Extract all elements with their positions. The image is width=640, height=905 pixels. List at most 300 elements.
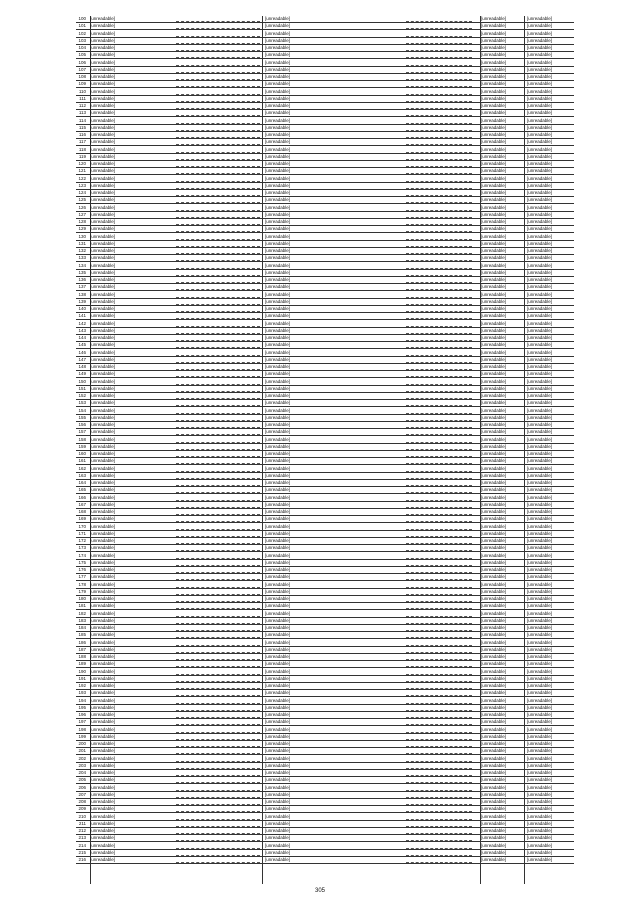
address-fill-rule bbox=[176, 36, 260, 37]
work-fill-rule bbox=[406, 724, 472, 725]
row-period: [unreadable] bbox=[524, 843, 577, 848]
address-fill-rule bbox=[176, 587, 260, 588]
address-fill-rule bbox=[176, 623, 260, 624]
row-period: [unreadable] bbox=[524, 683, 577, 688]
address-fill-rule bbox=[176, 297, 260, 298]
row-year: [unreadable] bbox=[481, 654, 507, 659]
work-fill-rule bbox=[406, 442, 472, 443]
row-number: 170 bbox=[78, 523, 86, 529]
row-number: 121 bbox=[78, 168, 86, 174]
row-work-type: [unreadable] bbox=[262, 147, 447, 152]
row-period: [unreadable] bbox=[524, 748, 577, 753]
table-row bbox=[76, 97, 574, 103]
work-fill-rule bbox=[406, 695, 472, 696]
table-row bbox=[76, 271, 574, 277]
row-number: 119 bbox=[78, 153, 86, 159]
row-year: [unreadable] bbox=[481, 516, 507, 522]
address-fill-rule bbox=[176, 761, 260, 762]
address-fill-rule bbox=[176, 753, 260, 754]
table-row bbox=[76, 742, 574, 748]
table-row bbox=[76, 800, 574, 806]
row-year: [unreadable] bbox=[481, 704, 507, 710]
table-row bbox=[76, 807, 574, 813]
table-row bbox=[76, 358, 574, 364]
address-fill-rule bbox=[176, 202, 260, 203]
address-fill-rule bbox=[176, 703, 260, 704]
table-row bbox=[76, 786, 574, 792]
work-fill-rule bbox=[406, 326, 472, 327]
table-row bbox=[76, 82, 574, 88]
row-number: 109 bbox=[78, 81, 86, 87]
address-fill-rule bbox=[176, 768, 260, 769]
row-address: [unreadable] bbox=[90, 842, 116, 848]
row-year: [unreadable] bbox=[481, 813, 507, 819]
address-fill-rule bbox=[176, 666, 260, 667]
row-period: [unreadable] bbox=[524, 437, 577, 442]
work-fill-rule bbox=[406, 449, 472, 450]
row-work-type: [unreadable] bbox=[262, 756, 447, 761]
row-year: [unreadable] bbox=[481, 501, 507, 507]
table-row bbox=[76, 438, 574, 444]
table-row bbox=[76, 256, 574, 262]
address-fill-rule bbox=[176, 782, 260, 783]
row-number: 131 bbox=[78, 240, 86, 246]
row-year: [unreadable] bbox=[481, 429, 507, 435]
table-row bbox=[76, 278, 574, 284]
table-row bbox=[76, 307, 574, 313]
row-period: [unreadable] bbox=[524, 154, 577, 159]
row-work-type: [unreadable] bbox=[262, 38, 447, 43]
row-work-type: [unreadable] bbox=[262, 560, 447, 565]
row-address: [unreadable] bbox=[90, 617, 116, 623]
row-year: [unreadable] bbox=[481, 835, 507, 841]
row-address: [unreadable] bbox=[90, 733, 116, 739]
row-year: [unreadable] bbox=[481, 726, 507, 732]
row-work-type: [unreadable] bbox=[262, 219, 447, 224]
row-work-type: [unreadable] bbox=[262, 350, 447, 355]
row-address: [unreadable] bbox=[90, 219, 116, 224]
row-year: [unreadable] bbox=[481, 777, 507, 783]
work-fill-rule bbox=[406, 231, 472, 232]
row-year: [unreadable] bbox=[481, 153, 507, 159]
row-address: [unreadable] bbox=[90, 719, 116, 725]
address-fill-rule bbox=[176, 855, 260, 856]
row-period: [unreadable] bbox=[524, 299, 577, 304]
row-year: [unreadable] bbox=[481, 103, 507, 108]
row-year: [unreadable] bbox=[481, 16, 507, 21]
work-fill-rule bbox=[406, 260, 472, 261]
row-period: [unreadable] bbox=[524, 647, 577, 652]
row-year: [unreadable] bbox=[481, 436, 507, 442]
row-period: [unreadable] bbox=[524, 89, 577, 94]
address-fill-rule bbox=[176, 724, 260, 725]
row-number: 143 bbox=[78, 327, 86, 333]
row-number: 184 bbox=[78, 625, 86, 630]
row-work-type: [unreadable] bbox=[262, 415, 447, 420]
row-year: [unreadable] bbox=[481, 820, 507, 826]
table-row bbox=[76, 336, 574, 342]
address-fill-rule bbox=[176, 732, 260, 733]
row-number: 198 bbox=[78, 726, 86, 732]
work-fill-rule bbox=[406, 413, 472, 414]
row-year: [unreadable] bbox=[481, 30, 507, 36]
row-number: 137 bbox=[78, 284, 86, 290]
table-row bbox=[76, 539, 574, 545]
row-address: [unreadable] bbox=[90, 81, 116, 87]
row-address: [unreadable] bbox=[90, 574, 116, 580]
row-period: [unreadable] bbox=[524, 719, 577, 724]
row-work-type: [unreadable] bbox=[262, 364, 447, 369]
work-fill-rule bbox=[406, 101, 472, 102]
row-year: [unreadable] bbox=[481, 625, 507, 630]
row-period: [unreadable] bbox=[524, 516, 577, 521]
row-period: [unreadable] bbox=[524, 821, 577, 826]
row-work-type: [unreadable] bbox=[262, 52, 447, 57]
row-period: [unreadable] bbox=[524, 509, 577, 514]
work-fill-rule bbox=[406, 768, 472, 769]
row-address: [unreadable] bbox=[90, 364, 116, 369]
row-period: [unreadable] bbox=[524, 270, 577, 275]
row-period: [unreadable] bbox=[524, 777, 577, 782]
row-number: 172 bbox=[78, 538, 86, 543]
address-fill-rule bbox=[176, 108, 260, 109]
table-row bbox=[76, 554, 574, 560]
row-year: [unreadable] bbox=[481, 349, 507, 355]
row-address: [unreadable] bbox=[90, 632, 116, 638]
row-year: [unreadable] bbox=[481, 306, 507, 311]
work-fill-rule bbox=[406, 253, 472, 254]
address-fill-rule bbox=[176, 645, 260, 646]
row-work-type: [unreadable] bbox=[262, 444, 447, 449]
row-address: [unreadable] bbox=[90, 567, 116, 572]
row-year: [unreadable] bbox=[481, 255, 507, 261]
work-fill-rule bbox=[406, 529, 472, 530]
row-number: 205 bbox=[78, 777, 86, 783]
row-period: [unreadable] bbox=[524, 147, 577, 152]
row-period: [unreadable] bbox=[524, 379, 577, 384]
address-fill-rule bbox=[176, 500, 260, 501]
work-fill-rule bbox=[406, 775, 472, 776]
table-row bbox=[76, 162, 574, 168]
row-address: [unreadable] bbox=[90, 799, 116, 804]
address-fill-rule bbox=[176, 811, 260, 812]
table-row bbox=[76, 532, 574, 538]
row-work-type: [unreadable] bbox=[262, 850, 447, 855]
row-work-type: [unreadable] bbox=[262, 705, 447, 710]
row-address: [unreadable] bbox=[90, 153, 116, 159]
table-row bbox=[76, 380, 574, 386]
row-year: [unreadable] bbox=[481, 342, 507, 348]
row-number: 156 bbox=[78, 422, 86, 427]
row-address: [unreadable] bbox=[90, 683, 116, 688]
row-work-type: [unreadable] bbox=[262, 857, 447, 862]
address-fill-rule bbox=[176, 674, 260, 675]
row-address: [unreadable] bbox=[90, 639, 116, 645]
row-year: [unreadable] bbox=[481, 233, 507, 239]
row-number: 175 bbox=[78, 559, 86, 565]
row-year: [unreadable] bbox=[481, 37, 507, 43]
row-number: 208 bbox=[78, 799, 86, 804]
address-fill-rule bbox=[176, 21, 260, 22]
row-work-type: [unreadable] bbox=[262, 400, 447, 405]
row-year: [unreadable] bbox=[481, 110, 507, 116]
row-period: [unreadable] bbox=[524, 705, 577, 710]
table-row bbox=[76, 264, 574, 270]
row-year: [unreadable] bbox=[481, 799, 507, 804]
table-row bbox=[76, 670, 574, 676]
row-period: [unreadable] bbox=[524, 96, 577, 101]
address-fill-rule bbox=[176, 137, 260, 138]
row-period: [unreadable] bbox=[524, 799, 577, 804]
row-period: [unreadable] bbox=[524, 23, 577, 28]
address-fill-rule bbox=[176, 318, 260, 319]
row-number: 101 bbox=[78, 23, 86, 29]
address-fill-rule bbox=[176, 659, 260, 660]
row-period: [unreadable] bbox=[524, 835, 577, 840]
table-row bbox=[76, 191, 574, 197]
row-address: [unreadable] bbox=[90, 552, 116, 558]
address-fill-rule bbox=[176, 188, 260, 189]
work-fill-rule bbox=[406, 558, 472, 559]
row-period: [unreadable] bbox=[524, 342, 577, 347]
address-fill-rule bbox=[176, 579, 260, 580]
row-year: [unreadable] bbox=[481, 487, 507, 493]
row-number: 155 bbox=[78, 414, 86, 420]
row-number: 183 bbox=[78, 617, 86, 623]
row-work-type: [unreadable] bbox=[262, 502, 447, 507]
row-period: [unreadable] bbox=[524, 313, 577, 318]
row-address: [unreadable] bbox=[90, 849, 116, 855]
row-period: [unreadable] bbox=[524, 52, 577, 57]
row-work-type: [unreadable] bbox=[262, 538, 447, 543]
row-year: [unreadable] bbox=[481, 371, 507, 377]
table-row bbox=[76, 61, 574, 67]
row-year: [unreadable] bbox=[481, 52, 507, 58]
row-year: [unreadable] bbox=[481, 849, 507, 855]
row-number: 106 bbox=[78, 59, 86, 65]
work-fill-rule bbox=[406, 565, 472, 566]
row-period: [unreadable] bbox=[524, 524, 577, 529]
row-year: [unreadable] bbox=[481, 632, 507, 638]
row-work-type: [unreadable] bbox=[262, 408, 447, 413]
row-number: 179 bbox=[78, 588, 86, 594]
table-row bbox=[76, 691, 574, 697]
row-period: [unreadable] bbox=[524, 640, 577, 645]
row-year: [unreadable] bbox=[481, 262, 507, 268]
work-fill-rule bbox=[406, 666, 472, 667]
row-work-type: [unreadable] bbox=[262, 582, 447, 587]
work-fill-rule bbox=[406, 753, 472, 754]
row-year: [unreadable] bbox=[481, 226, 507, 232]
row-number: 167 bbox=[78, 501, 86, 507]
table-row bbox=[76, 713, 574, 719]
address-fill-rule bbox=[176, 514, 260, 515]
row-address: [unreadable] bbox=[90, 393, 116, 398]
page-number: 305 bbox=[314, 888, 325, 894]
address-fill-rule bbox=[176, 739, 260, 740]
work-fill-rule bbox=[406, 572, 472, 573]
row-year: [unreadable] bbox=[481, 139, 507, 145]
row-number: 213 bbox=[78, 835, 86, 841]
row-number: 206 bbox=[78, 784, 86, 790]
address-fill-rule bbox=[176, 101, 260, 102]
row-number: 162 bbox=[78, 465, 86, 471]
row-year: [unreadable] bbox=[481, 596, 507, 601]
table-row bbox=[76, 561, 574, 567]
work-fill-rule bbox=[406, 289, 472, 290]
work-fill-rule bbox=[406, 217, 472, 218]
address-fill-rule bbox=[176, 543, 260, 544]
row-work-type: [unreadable] bbox=[262, 669, 447, 674]
address-fill-rule bbox=[176, 529, 260, 530]
row-period: [unreadable] bbox=[524, 814, 577, 819]
row-work-type: [unreadable] bbox=[262, 212, 447, 217]
row-address: [unreadable] bbox=[90, 37, 116, 43]
address-fill-rule bbox=[176, 848, 260, 849]
work-fill-rule bbox=[406, 65, 472, 66]
row-work-type: [unreadable] bbox=[262, 799, 447, 804]
address-fill-rule bbox=[176, 246, 260, 247]
row-period: [unreadable] bbox=[524, 212, 577, 217]
table-row bbox=[76, 430, 574, 436]
table-row bbox=[76, 829, 574, 835]
row-work-type: [unreadable] bbox=[262, 74, 447, 79]
row-year: [unreadable] bbox=[481, 683, 507, 688]
row-address: [unreadable] bbox=[90, 741, 116, 746]
work-fill-rule bbox=[406, 703, 472, 704]
table-row bbox=[76, 488, 574, 494]
row-address: [unreadable] bbox=[90, 255, 116, 261]
row-year: [unreadable] bbox=[481, 88, 507, 94]
row-work-type: [unreadable] bbox=[262, 574, 447, 579]
work-fill-rule bbox=[406, 746, 472, 747]
row-year: [unreadable] bbox=[481, 581, 507, 587]
address-fill-rule bbox=[176, 355, 260, 356]
row-work-type: [unreadable] bbox=[262, 814, 447, 819]
row-address: [unreadable] bbox=[90, 400, 116, 406]
row-year: [unreadable] bbox=[481, 668, 507, 674]
row-work-type: [unreadable] bbox=[262, 683, 447, 688]
work-fill-rule bbox=[406, 72, 472, 73]
row-year: [unreadable] bbox=[481, 378, 507, 384]
row-address: [unreadable] bbox=[90, 233, 116, 239]
work-fill-rule bbox=[406, 594, 472, 595]
row-work-type: [unreadable] bbox=[262, 509, 447, 514]
row-work-type: [unreadable] bbox=[262, 60, 447, 65]
row-work-type: [unreadable] bbox=[262, 306, 447, 311]
row-number: 173 bbox=[78, 545, 86, 551]
row-period: [unreadable] bbox=[524, 690, 577, 695]
row-year: [unreadable] bbox=[481, 59, 507, 65]
work-fill-rule bbox=[406, 500, 472, 501]
work-fill-rule bbox=[406, 710, 472, 711]
row-year: [unreadable] bbox=[481, 603, 507, 609]
row-year: [unreadable] bbox=[481, 458, 507, 464]
row-year: [unreadable] bbox=[481, 806, 507, 812]
row-work-type: [unreadable] bbox=[262, 473, 447, 478]
address-fill-rule bbox=[176, 181, 260, 182]
address-fill-rule bbox=[176, 471, 260, 472]
row-address: [unreadable] bbox=[90, 422, 116, 427]
table-row bbox=[76, 612, 574, 618]
row-year: [unreadable] bbox=[481, 204, 507, 210]
row-address: [unreadable] bbox=[90, 175, 116, 181]
row-period: [unreadable] bbox=[524, 125, 577, 130]
work-fill-rule bbox=[406, 391, 472, 392]
row-work-type: [unreadable] bbox=[262, 777, 447, 782]
row-address: [unreadable] bbox=[90, 828, 116, 833]
address-fill-rule bbox=[176, 507, 260, 508]
row-address: [unreadable] bbox=[90, 327, 116, 333]
row-address: [unreadable] bbox=[90, 248, 116, 253]
row-number: 105 bbox=[78, 52, 86, 58]
address-fill-rule bbox=[176, 819, 260, 820]
address-fill-rule bbox=[176, 173, 260, 174]
table-row bbox=[76, 394, 574, 400]
row-number: 200 bbox=[78, 741, 86, 746]
table-row bbox=[76, 169, 574, 175]
row-number: 157 bbox=[78, 429, 86, 435]
work-fill-rule bbox=[406, 543, 472, 544]
row-address: [unreadable] bbox=[90, 748, 116, 754]
work-fill-rule bbox=[406, 195, 472, 196]
address-fill-rule bbox=[176, 746, 260, 747]
row-year: [unreadable] bbox=[481, 828, 507, 833]
row-work-type: [unreadable] bbox=[262, 31, 447, 36]
row-number: 139 bbox=[78, 298, 86, 304]
row-address: [unreadable] bbox=[90, 378, 116, 384]
row-year: [unreadable] bbox=[481, 74, 507, 79]
row-period: [unreadable] bbox=[524, 321, 577, 326]
address-fill-rule bbox=[176, 652, 260, 653]
row-work-type: [unreadable] bbox=[262, 234, 447, 239]
row-number: 129 bbox=[78, 226, 86, 232]
row-address: [unreadable] bbox=[90, 596, 116, 601]
work-fill-rule bbox=[406, 427, 472, 428]
row-period: [unreadable] bbox=[524, 371, 577, 376]
address-fill-rule bbox=[176, 558, 260, 559]
row-address: [unreadable] bbox=[90, 559, 116, 565]
row-address: [unreadable] bbox=[90, 755, 116, 761]
row-address: [unreadable] bbox=[90, 211, 116, 217]
row-period: [unreadable] bbox=[524, 241, 577, 246]
row-address: [unreadable] bbox=[90, 588, 116, 594]
row-number: 191 bbox=[78, 675, 86, 681]
row-period: [unreadable] bbox=[524, 560, 577, 565]
row-address: [unreadable] bbox=[90, 581, 116, 587]
table-row bbox=[76, 481, 574, 487]
address-fill-rule bbox=[176, 217, 260, 218]
address-fill-rule bbox=[176, 630, 260, 631]
row-address: [unreadable] bbox=[90, 59, 116, 65]
address-fill-rule bbox=[176, 449, 260, 450]
address-fill-rule bbox=[176, 492, 260, 493]
row-period: [unreadable] bbox=[524, 400, 577, 405]
address-fill-rule bbox=[176, 775, 260, 776]
row-address: [unreadable] bbox=[90, 712, 116, 717]
row-address: [unreadable] bbox=[90, 610, 116, 616]
table-row bbox=[76, 90, 574, 96]
row-period: [unreadable] bbox=[524, 531, 577, 536]
row-number: 107 bbox=[78, 66, 86, 72]
row-period: [unreadable] bbox=[524, 785, 577, 790]
table-row bbox=[76, 590, 574, 596]
row-number: 207 bbox=[78, 791, 86, 797]
row-work-type: [unreadable] bbox=[262, 531, 447, 536]
row-number: 153 bbox=[78, 400, 86, 406]
address-fill-rule bbox=[176, 253, 260, 254]
table-row bbox=[76, 198, 574, 204]
